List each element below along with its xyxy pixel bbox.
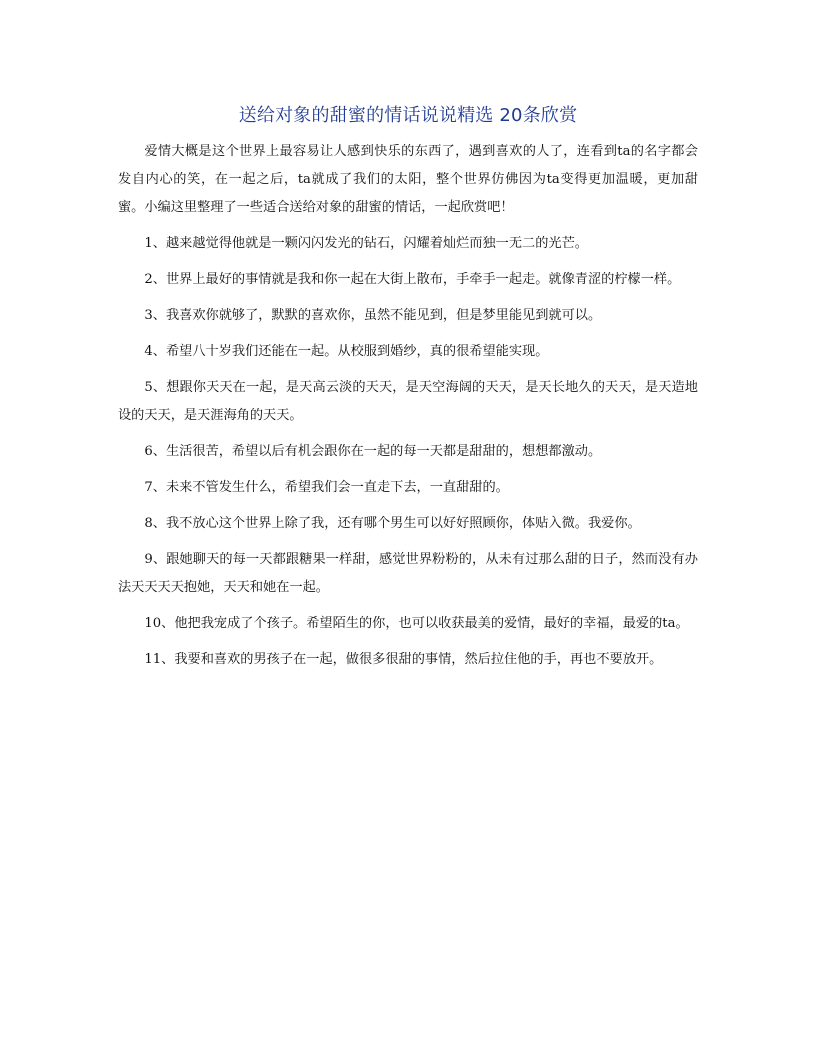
list-item: 2、世界上最好的事情就是我和你一起在大街上散布，手牵手一起走。就像青涩的柠檬一样。 <box>144 272 681 287</box>
list-item: 4、希望八十岁我们还能在一起。从校服到婚纱，真的很希望能实现。 <box>144 344 549 359</box>
document-title: 送给对象的甜蜜的情话说说精选 20条欣赏 <box>238 105 578 126</box>
list-item: 7、未来不管发生什么，希望我们会一直走下去，一直甜甜的。 <box>144 480 509 495</box>
list-item: 3、我喜欢你就够了，默默的喜欢你，虽然不能见到，但是梦里能见到就可以。 <box>144 308 602 323</box>
list-item: 6、生活很苦，希望以后有机会跟你在一起的每一天都是甜甜的，想想都激动。 <box>144 444 602 459</box>
list-item: 9、跟她聊天的每一天都跟糖果一样甜，感觉世界粉粉的，从未有过那么甜的日子，然而没有办法天天天天抱她，天天和她在一起。 <box>118 552 698 595</box>
intro-paragraph: 爱情大概是这个世界上最容易让人感到快乐的东西了，遇到喜欢的人了，连看到ta的名字都会发自内心的笑，在一起之后，ta就成了我们的太阳，整个世界仿佛因为ta变得更加温暖，更加甜蜜。小编这里整理了一些适合送给对象的甜蜜的情话，一起欣赏吧！ <box>118 144 698 215</box>
list-item: 1、越来越觉得他就是一颗闪闪发光的钻石，闪耀着灿烂而独一无二的光芒。 <box>144 236 588 251</box>
document-body <box>118 138 698 682</box>
list-item: 11、我要和喜欢的男孩子在一起，做很多很甜的事情，然后拉住他的手，再也不要放开。 <box>144 652 663 667</box>
list-item: 8、我不放心这个世界上除了我，还有哪个男生可以好好照顾你，体贴入微。我爱你。 <box>144 516 641 531</box>
list-item: 5、想跟你天天在一起，是天高云淡的天天，是天空海阔的天天，是天长地久的天天，是天造地设的天天，是天涯海角的天天。 <box>118 380 698 423</box>
list-item: 10、他把我宠成了个孩子。希望陌生的你，也可以收获最美的爱情，最好的幸福，最爱的ta。 <box>144 616 689 631</box>
